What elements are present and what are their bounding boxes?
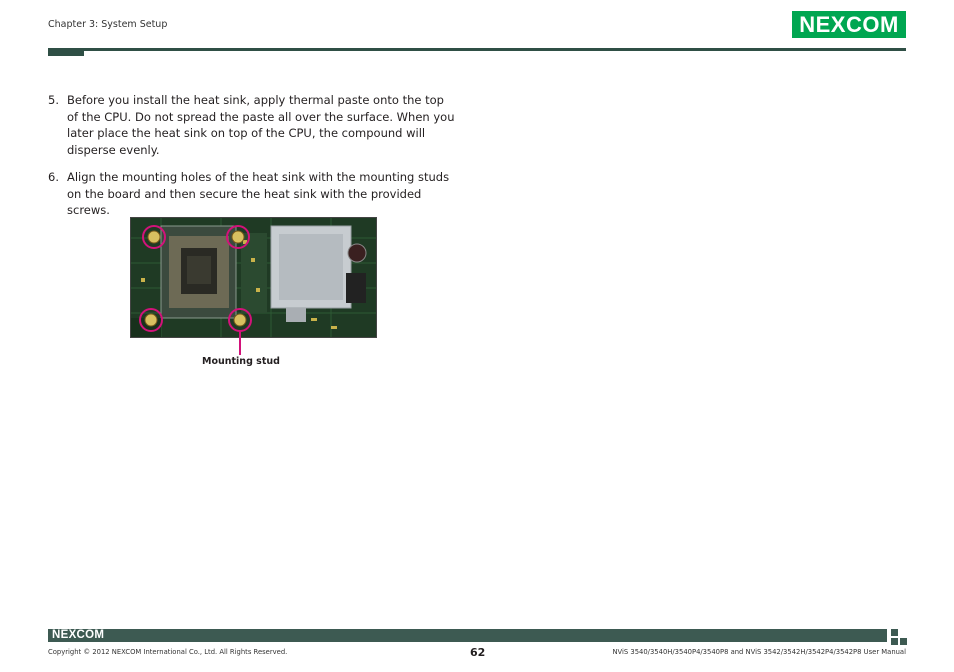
- logo-text: NEXCOM: [799, 11, 899, 37]
- chapter-title: Chapter 3: System Setup: [48, 19, 168, 30]
- header-tab: [48, 48, 84, 56]
- footer-logo: [52, 629, 104, 642]
- corner-squares-icon: [891, 629, 907, 645]
- manual-title: NViS 3540/3540H/3540P4/3540P8 and NViS 3542/3542H/3542P4/3542P8 User Manual: [612, 648, 906, 656]
- instruction-steps: [48, 92, 458, 230]
- step-item: [48, 169, 458, 219]
- nexcom-logo: [792, 11, 906, 38]
- step-text: Before you install the heat sink, apply thermal paste onto the top of the CPU. Do not spread the paste all over the surface. When you later place the heat sink on top of the CPU, the compound will disperse evenly.: [67, 93, 455, 157]
- page-number: 62: [470, 646, 486, 659]
- board-illustration: [131, 218, 377, 338]
- callout-line: [239, 330, 241, 355]
- step-item: [48, 92, 458, 158]
- step-number: 6.: [48, 170, 59, 184]
- motherboard-photo: [130, 217, 377, 338]
- figure-caption: Mounting stud: [202, 356, 280, 367]
- step-text: Align the mounting holes of the heat sink with the mounting studs on the board and then secure the heat sink with the provided screws.: [67, 170, 450, 217]
- copyright-text: Copyright © 2012 NEXCOM International Co., Ltd. All Rights Reserved.: [48, 648, 288, 656]
- step-number: 5.: [48, 93, 59, 107]
- footer-logo-text: NEXCOM: [52, 628, 105, 641]
- header-rule: [48, 48, 906, 51]
- footer-bar: [48, 629, 887, 642]
